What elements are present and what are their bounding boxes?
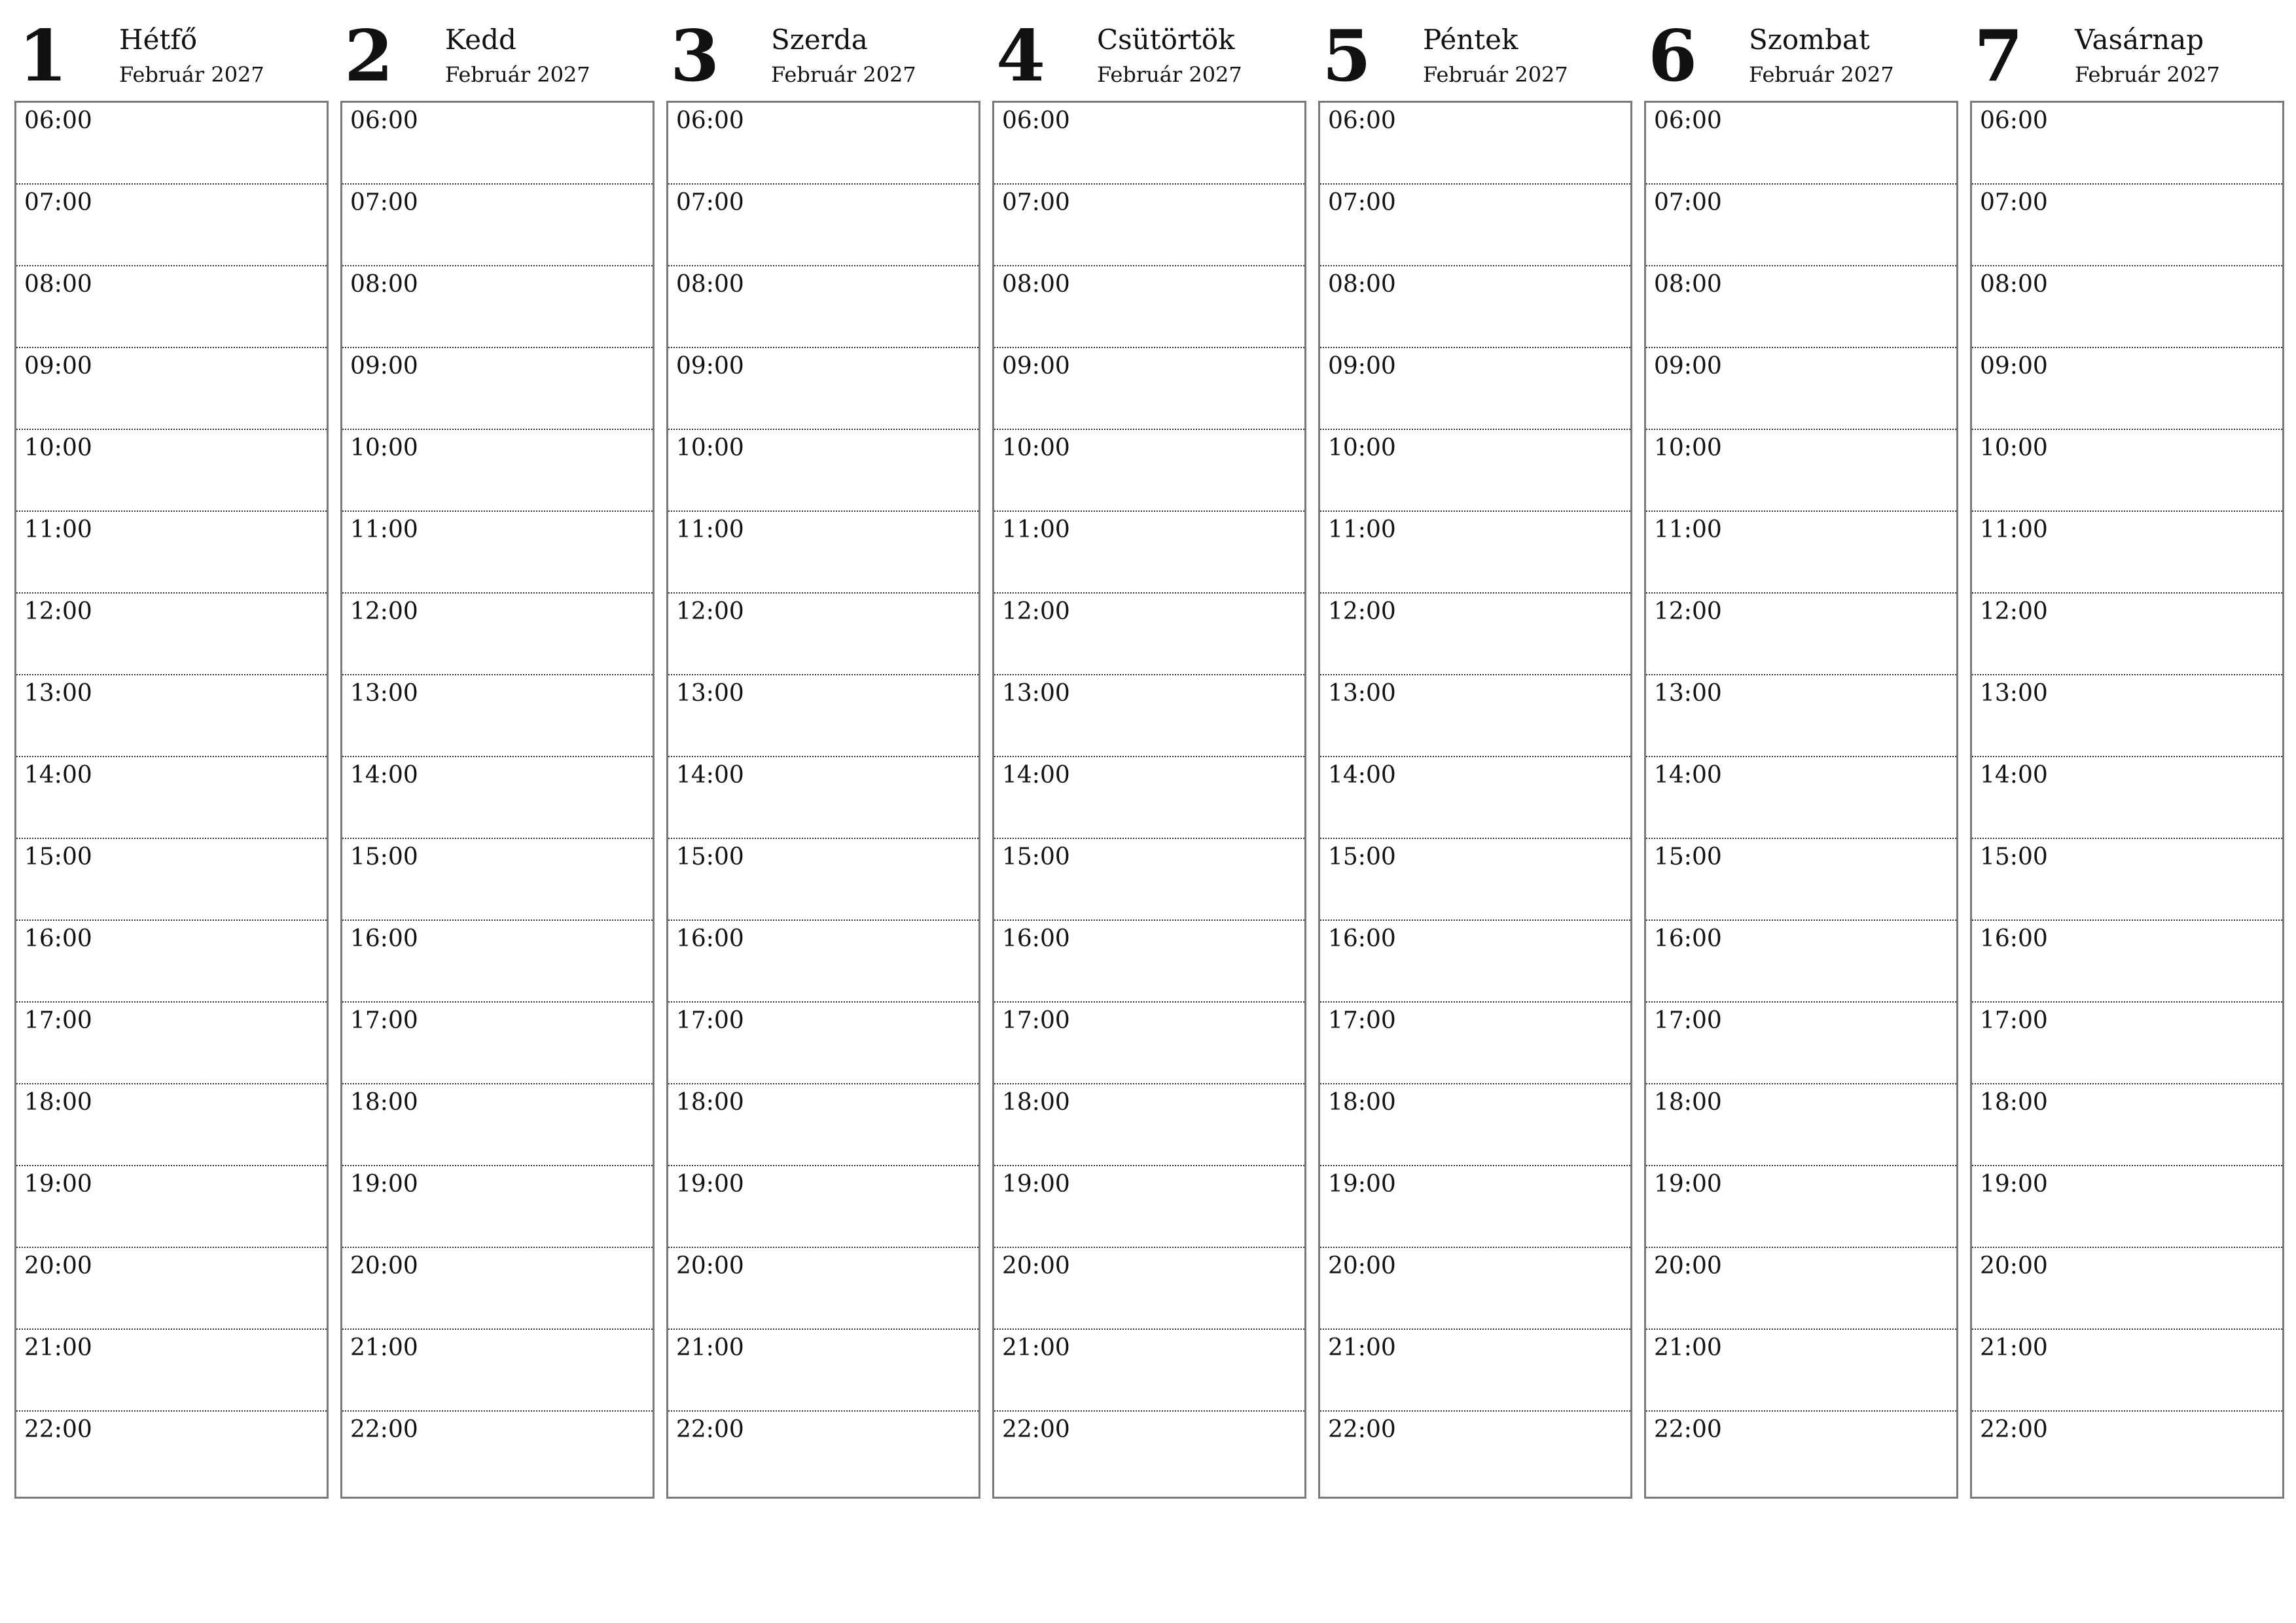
time-slot[interactable] (16, 1330, 327, 1412)
time-slot[interactable] (668, 1003, 978, 1084)
time-slot-label: 12:00 (350, 598, 418, 625)
time-slot-label: 09:00 (1328, 353, 1396, 380)
time-slot-label: 22:00 (24, 1416, 92, 1443)
time-slot[interactable] (668, 1084, 978, 1166)
time-slot[interactable] (16, 757, 327, 839)
time-slot-label: 19:00 (1328, 1171, 1396, 1198)
time-slot-label: 16:00 (1980, 925, 2048, 952)
time-slot[interactable] (994, 430, 1304, 512)
day-number: 6 (1648, 15, 1698, 98)
time-slot-label: 09:00 (1654, 353, 1722, 380)
time-slot-label: 08:00 (1328, 271, 1396, 298)
time-slot-label: 17:00 (1002, 1007, 1070, 1034)
time-slot-label: 15:00 (1980, 844, 2048, 870)
time-slot[interactable] (1646, 103, 1956, 185)
day-header (992, 0, 1305, 98)
day-column (992, 0, 1305, 1499)
time-slot-label: 08:00 (1980, 271, 2048, 298)
time-slot-label: 18:00 (1980, 1089, 2048, 1116)
time-slot-label: 06:00 (676, 107, 744, 134)
time-slot[interactable] (342, 185, 653, 266)
time-slot[interactable] (16, 430, 327, 512)
time-slot[interactable] (16, 1084, 327, 1166)
time-slot-label: 17:00 (676, 1007, 744, 1034)
time-slot-label: 16:00 (350, 925, 418, 952)
time-slot-label: 18:00 (1328, 1089, 1396, 1116)
time-slot-label: 18:00 (1002, 1089, 1070, 1116)
time-slot-label: 07:00 (24, 189, 92, 216)
time-slot[interactable] (1646, 512, 1956, 594)
time-slot[interactable] (668, 1330, 978, 1412)
day-schedule-box (1644, 101, 1958, 1499)
time-slot-label: 16:00 (1002, 925, 1070, 952)
time-slot-label: 14:00 (1654, 762, 1722, 789)
time-slot[interactable] (1646, 839, 1956, 921)
time-slot[interactable] (1972, 1166, 2282, 1248)
time-slot[interactable] (668, 1248, 978, 1330)
time-slot[interactable] (16, 594, 327, 675)
time-slot[interactable] (1320, 921, 1630, 1003)
day-schedule-box (14, 101, 329, 1499)
time-slot[interactable] (994, 1412, 1304, 1497)
day-name: Szerda (771, 24, 868, 56)
time-slot-label: 21:00 (350, 1334, 418, 1361)
day-schedule-box (1318, 101, 1632, 1499)
time-slot[interactable] (342, 103, 653, 185)
time-slot-label: 13:00 (1328, 680, 1396, 707)
time-slot-label: 10:00 (1002, 435, 1070, 461)
time-slot-label: 07:00 (1654, 189, 1722, 216)
time-slot-label: 10:00 (24, 435, 92, 461)
time-slot[interactable] (1320, 675, 1630, 757)
time-slot-label: 13:00 (1002, 680, 1070, 707)
day-name: Péntek (1423, 24, 1518, 56)
time-slot[interactable] (16, 266, 327, 348)
time-slot[interactable] (668, 757, 978, 839)
time-slot[interactable] (668, 430, 978, 512)
time-slot[interactable] (994, 348, 1304, 430)
time-slot-label: 22:00 (676, 1416, 744, 1443)
time-slot-label: 10:00 (1328, 435, 1396, 461)
time-slot-label: 09:00 (1980, 353, 2048, 380)
time-slot[interactable] (1320, 1330, 1630, 1412)
time-slot[interactable] (16, 185, 327, 266)
day-name: Kedd (445, 24, 516, 56)
time-slot[interactable] (668, 839, 978, 921)
time-slot[interactable] (1320, 512, 1630, 594)
time-slot[interactable] (16, 1412, 327, 1497)
time-slot-label: 07:00 (1328, 189, 1396, 216)
time-slot[interactable] (668, 185, 978, 266)
time-slot-label: 14:00 (350, 762, 418, 789)
time-slot-label: 11:00 (1654, 516, 1722, 543)
time-slot-label: 12:00 (1980, 598, 2048, 625)
time-slot[interactable] (1320, 1248, 1630, 1330)
time-slot-label: 20:00 (1980, 1253, 2048, 1279)
time-slot-label: 11:00 (676, 516, 744, 543)
time-slot[interactable] (342, 594, 653, 675)
time-slot[interactable] (994, 1248, 1304, 1330)
time-slot[interactable] (1972, 1248, 2282, 1330)
time-slot[interactable] (1972, 757, 2282, 839)
day-number: 4 (996, 15, 1046, 98)
time-slot[interactable] (1320, 1003, 1630, 1084)
time-slot-label: 11:00 (1980, 516, 2048, 543)
time-slot-label: 08:00 (24, 271, 92, 298)
time-slot[interactable] (1646, 757, 1956, 839)
time-slot-label: 09:00 (676, 353, 744, 380)
day-header (1318, 0, 1631, 98)
time-slot[interactable] (994, 675, 1304, 757)
time-slot-label: 16:00 (676, 925, 744, 952)
day-month-label: Február 2027 (1097, 62, 1242, 87)
day-number: 1 (18, 15, 68, 98)
time-slot-label: 07:00 (676, 189, 744, 216)
time-slot[interactable] (1972, 594, 2282, 675)
time-slot[interactable] (342, 512, 653, 594)
time-slot-label: 06:00 (1328, 107, 1396, 134)
day-month-label: Február 2027 (1749, 62, 1894, 87)
time-slot-label: 11:00 (350, 516, 418, 543)
day-header (14, 0, 327, 98)
time-slot[interactable] (1320, 348, 1630, 430)
time-slot[interactable] (342, 921, 653, 1003)
time-slot[interactable] (1320, 103, 1630, 185)
time-slot[interactable] (1646, 1166, 1956, 1248)
time-slot[interactable] (994, 1084, 1304, 1166)
time-slot[interactable] (994, 512, 1304, 594)
time-slot-label: 18:00 (676, 1089, 744, 1116)
time-slot-label: 20:00 (1328, 1253, 1396, 1279)
time-slot-label: 12:00 (676, 598, 744, 625)
time-slot-label: 11:00 (1002, 516, 1070, 543)
day-header (1970, 0, 2283, 98)
time-slot-label: 10:00 (350, 435, 418, 461)
time-slot[interactable] (1320, 1166, 1630, 1248)
time-slot-label: 13:00 (1654, 680, 1722, 707)
time-slot-label: 10:00 (1654, 435, 1722, 461)
time-slot[interactable] (1972, 839, 2282, 921)
time-slot[interactable] (16, 512, 327, 594)
time-slot[interactable] (1972, 675, 2282, 757)
time-slot[interactable] (1972, 348, 2282, 430)
time-slot[interactable] (342, 839, 653, 921)
time-slot[interactable] (16, 103, 327, 185)
time-slot-label: 09:00 (1002, 353, 1070, 380)
time-slot-label: 21:00 (1328, 1334, 1396, 1361)
time-slot-label: 21:00 (24, 1334, 92, 1361)
day-column (1970, 0, 2283, 1499)
time-slot[interactable] (1646, 266, 1956, 348)
time-slot[interactable] (1646, 1330, 1956, 1412)
time-slot-label: 07:00 (350, 189, 418, 216)
time-slot[interactable] (342, 1412, 653, 1497)
time-slot-label: 15:00 (676, 844, 744, 870)
time-slot[interactable] (1320, 1084, 1630, 1166)
day-month-label: Február 2027 (2075, 62, 2220, 87)
time-slot-label: 12:00 (1328, 598, 1396, 625)
time-slot[interactable] (668, 103, 978, 185)
weekly-planner (14, 0, 2292, 1505)
time-slot[interactable] (342, 1330, 653, 1412)
time-slot-label: 20:00 (24, 1253, 92, 1279)
time-slot[interactable] (1972, 512, 2282, 594)
time-slot-label: 15:00 (350, 844, 418, 870)
time-slot-label: 21:00 (1980, 1334, 2048, 1361)
time-slot[interactable] (1646, 348, 1956, 430)
day-name: Szombat (1749, 24, 1870, 56)
day-header (666, 0, 979, 98)
time-slot-label: 15:00 (24, 844, 92, 870)
time-slot-label: 06:00 (1002, 107, 1070, 134)
time-slot[interactable] (16, 1003, 327, 1084)
day-number: 2 (344, 15, 394, 98)
time-slot-label: 10:00 (676, 435, 744, 461)
time-slot-label: 06:00 (1654, 107, 1722, 134)
time-slot[interactable] (1646, 675, 1956, 757)
time-slot[interactable] (668, 1412, 978, 1497)
day-column (666, 0, 979, 1499)
time-slot[interactable] (1972, 430, 2282, 512)
time-slot[interactable] (16, 1248, 327, 1330)
time-slot-label: 06:00 (350, 107, 418, 134)
time-slot[interactable] (1972, 1412, 2282, 1497)
time-slot[interactable] (668, 348, 978, 430)
time-slot-label: 21:00 (676, 1334, 744, 1361)
time-slot-label: 17:00 (1654, 1007, 1722, 1034)
day-month-label: Február 2027 (119, 62, 264, 87)
day-schedule-box (992, 101, 1306, 1499)
time-slot-label: 22:00 (1980, 1416, 2048, 1443)
time-slot[interactable] (342, 1003, 653, 1084)
time-slot-label: 18:00 (24, 1089, 92, 1116)
time-slot[interactable] (342, 1166, 653, 1248)
time-slot[interactable] (994, 266, 1304, 348)
time-slot-label: 14:00 (1980, 762, 2048, 789)
time-slot[interactable] (1972, 185, 2282, 266)
time-slot-label: 16:00 (1654, 925, 1722, 952)
time-slot[interactable] (668, 921, 978, 1003)
time-slot-label: 13:00 (24, 680, 92, 707)
time-slot[interactable] (1320, 757, 1630, 839)
day-schedule-box (666, 101, 980, 1499)
time-slot-label: 21:00 (1002, 1334, 1070, 1361)
time-slot[interactable] (1320, 594, 1630, 675)
time-slot-label: 08:00 (350, 271, 418, 298)
time-slot-label: 07:00 (1002, 189, 1070, 216)
time-slot[interactable] (994, 185, 1304, 266)
time-slot[interactable] (1972, 1003, 2282, 1084)
time-slot-label: 11:00 (1328, 516, 1396, 543)
time-slot[interactable] (1646, 921, 1956, 1003)
time-slot-label: 14:00 (1328, 762, 1396, 789)
time-slot[interactable] (342, 1248, 653, 1330)
time-slot[interactable] (342, 266, 653, 348)
time-slot-label: 06:00 (1980, 107, 2048, 134)
time-slot[interactable] (1972, 266, 2282, 348)
time-slot[interactable] (1972, 103, 2282, 185)
time-slot-label: 08:00 (1654, 271, 1722, 298)
time-slot[interactable] (16, 921, 327, 1003)
time-slot-label: 12:00 (1002, 598, 1070, 625)
day-column (1318, 0, 1631, 1499)
time-slot[interactable] (668, 1166, 978, 1248)
time-slot[interactable] (994, 757, 1304, 839)
time-slot[interactable] (994, 839, 1304, 921)
time-slot[interactable] (1646, 1084, 1956, 1166)
time-slot-label: 09:00 (350, 353, 418, 380)
time-slot[interactable] (1972, 1084, 2282, 1166)
time-slot-label: 14:00 (676, 762, 744, 789)
time-slot[interactable] (1646, 1412, 1956, 1497)
time-slot-label: 13:00 (676, 680, 744, 707)
time-slot-label: 15:00 (1002, 844, 1070, 870)
time-slot-label: 10:00 (1980, 435, 2048, 461)
time-slot-label: 09:00 (24, 353, 92, 380)
time-slot[interactable] (16, 348, 327, 430)
time-slot-label: 22:00 (1654, 1416, 1722, 1443)
time-slot[interactable] (16, 839, 327, 921)
time-slot-label: 17:00 (350, 1007, 418, 1034)
time-slot[interactable] (1646, 1003, 1956, 1084)
time-slot-label: 14:00 (1002, 762, 1070, 789)
day-number: 3 (670, 15, 720, 98)
day-column (340, 0, 653, 1499)
day-header (340, 0, 653, 98)
time-slot-label: 20:00 (1002, 1253, 1070, 1279)
time-slot-label: 15:00 (1654, 844, 1722, 870)
day-month-label: Február 2027 (445, 62, 590, 87)
day-name: Hétfő (119, 24, 198, 56)
time-slot[interactable] (1972, 921, 2282, 1003)
time-slot-label: 13:00 (1980, 680, 2048, 707)
day-month-label: Február 2027 (771, 62, 916, 87)
day-header (1644, 0, 1957, 98)
day-number: 5 (1322, 15, 1372, 98)
time-slot[interactable] (994, 1003, 1304, 1084)
time-slot-label: 20:00 (350, 1253, 418, 1279)
time-slot-label: 11:00 (24, 516, 92, 543)
time-slot-label: 19:00 (1980, 1171, 2048, 1198)
time-slot-label: 14:00 (24, 762, 92, 789)
time-slot-label: 21:00 (1654, 1334, 1722, 1361)
time-slot-label: 13:00 (350, 680, 418, 707)
day-column (1644, 0, 1957, 1499)
time-slot-label: 17:00 (24, 1007, 92, 1034)
time-slot[interactable] (994, 594, 1304, 675)
day-column (14, 0, 327, 1499)
time-slot[interactable] (1320, 185, 1630, 266)
time-slot[interactable] (1320, 430, 1630, 512)
time-slot-label: 15:00 (1328, 844, 1396, 870)
time-slot[interactable] (1320, 1412, 1630, 1497)
time-slot[interactable] (342, 348, 653, 430)
time-slot-label: 16:00 (1328, 925, 1396, 952)
time-slot-label: 19:00 (676, 1171, 744, 1198)
time-slot[interactable] (16, 1166, 327, 1248)
time-slot-label: 08:00 (676, 271, 744, 298)
time-slot[interactable] (342, 757, 653, 839)
time-slot-label: 08:00 (1002, 271, 1070, 298)
day-name: Vasárnap (2075, 24, 2204, 56)
time-slot[interactable] (1646, 185, 1956, 266)
time-slot[interactable] (1646, 594, 1956, 675)
time-slot-label: 12:00 (1654, 598, 1722, 625)
time-slot-label: 17:00 (1980, 1007, 2048, 1034)
time-slot-label: 19:00 (1654, 1171, 1722, 1198)
day-schedule-box (1970, 101, 2284, 1499)
time-slot-label: 12:00 (24, 598, 92, 625)
time-slot-label: 19:00 (350, 1171, 418, 1198)
time-slot[interactable] (668, 675, 978, 757)
time-slot[interactable] (994, 921, 1304, 1003)
day-month-label: Február 2027 (1423, 62, 1568, 87)
time-slot[interactable] (342, 430, 653, 512)
time-slot-label: 20:00 (676, 1253, 744, 1279)
time-slot[interactable] (994, 1166, 1304, 1248)
time-slot[interactable] (1972, 1330, 2282, 1412)
time-slot[interactable] (342, 675, 653, 757)
time-slot-label: 16:00 (24, 925, 92, 952)
time-slot-label: 18:00 (350, 1089, 418, 1116)
time-slot[interactable] (1320, 839, 1630, 921)
time-slot[interactable] (16, 675, 327, 757)
time-slot-label: 19:00 (24, 1171, 92, 1198)
time-slot-label: 07:00 (1980, 189, 2048, 216)
time-slot[interactable] (342, 1084, 653, 1166)
time-slot-label: 06:00 (24, 107, 92, 134)
time-slot[interactable] (668, 594, 978, 675)
time-slot[interactable] (1646, 1248, 1956, 1330)
time-slot-label: 22:00 (350, 1416, 418, 1443)
time-slot-label: 22:00 (1328, 1416, 1396, 1443)
time-slot-label: 19:00 (1002, 1171, 1070, 1198)
time-slot[interactable] (668, 266, 978, 348)
time-slot-label: 18:00 (1654, 1089, 1722, 1116)
time-slot[interactable] (1646, 430, 1956, 512)
time-slot-label: 17:00 (1328, 1007, 1396, 1034)
time-slot-label: 20:00 (1654, 1253, 1722, 1279)
day-name: Csütörtök (1097, 24, 1235, 56)
time-slot[interactable] (994, 103, 1304, 185)
day-number: 7 (1974, 15, 2024, 98)
time-slot[interactable] (668, 512, 978, 594)
time-slot[interactable] (1320, 266, 1630, 348)
time-slot[interactable] (994, 1330, 1304, 1412)
day-schedule-box (340, 101, 655, 1499)
time-slot-label: 22:00 (1002, 1416, 1070, 1443)
